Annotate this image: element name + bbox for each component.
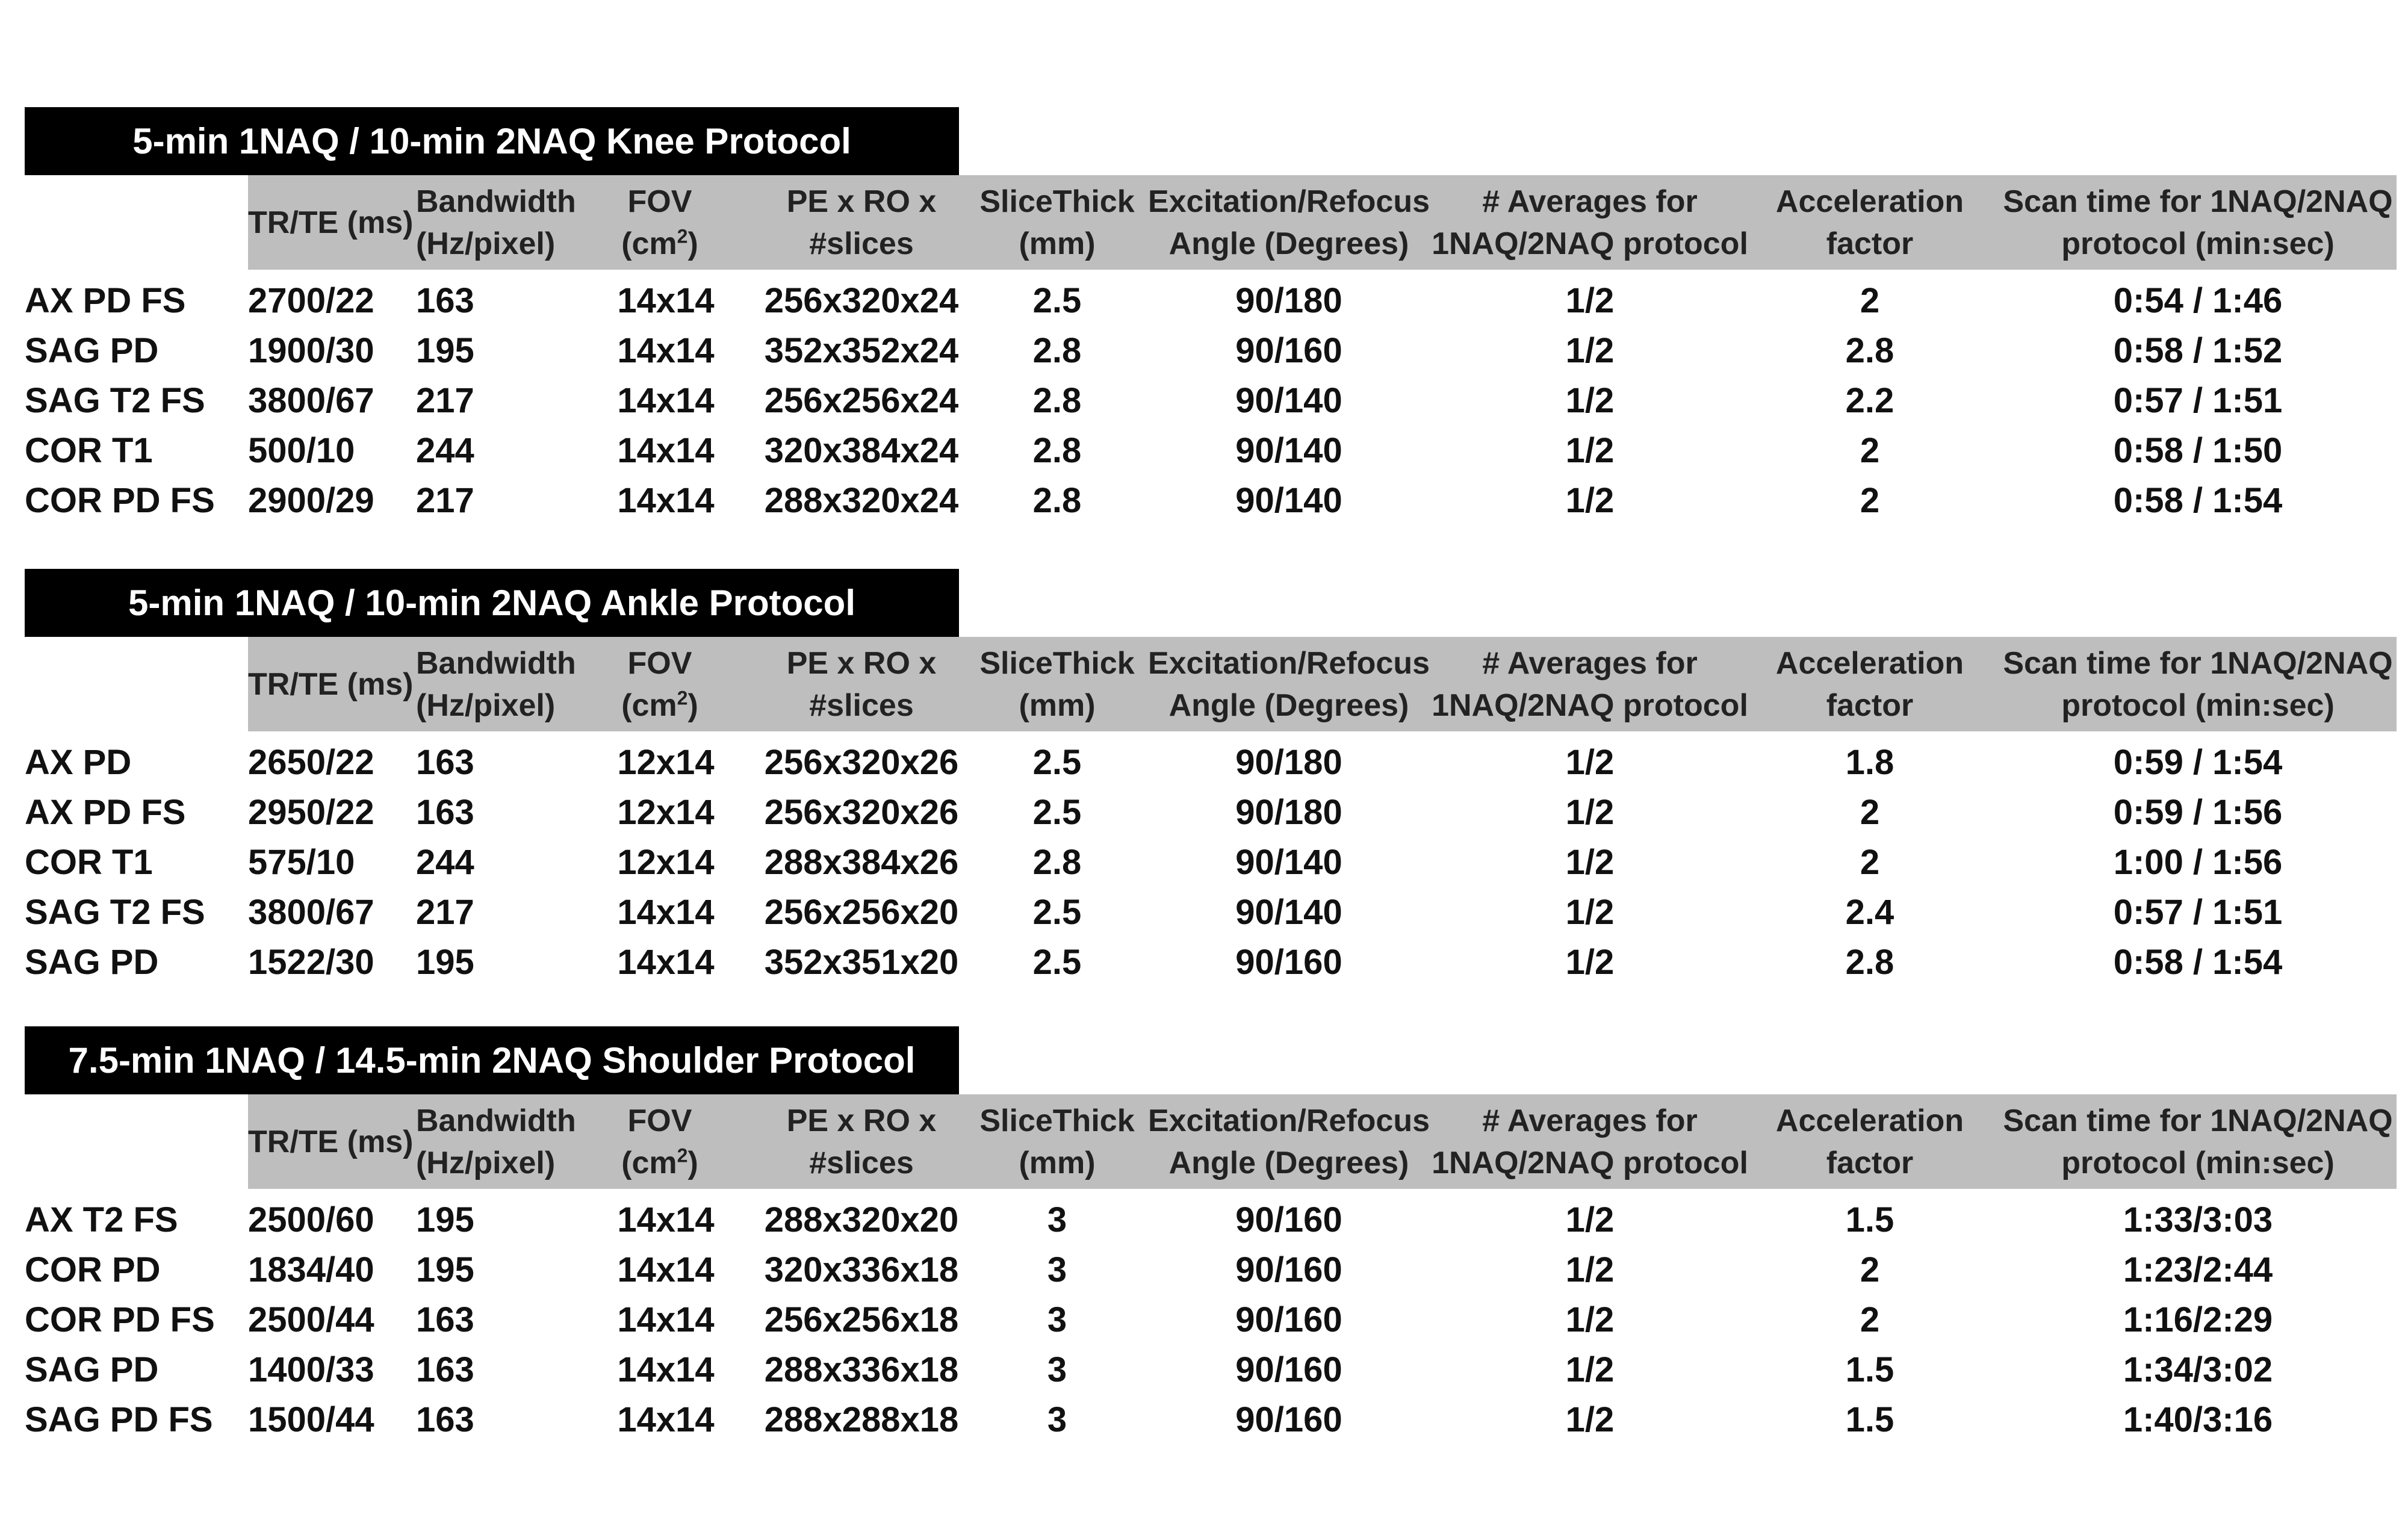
header-line: factor bbox=[1826, 687, 1914, 723]
column-header-trte bbox=[248, 1094, 423, 1189]
column-header-exc bbox=[1129, 637, 1448, 731]
cell-sequence: SAG PD bbox=[25, 331, 159, 370]
header-line: Bandwidth bbox=[416, 1103, 576, 1138]
cell-acceleration-factor: 2 bbox=[1860, 481, 1880, 520]
column-header-exc bbox=[1129, 175, 1448, 270]
cell-bandwidth: 163 bbox=[416, 281, 474, 320]
cell-bandwidth: 163 bbox=[416, 743, 474, 782]
cell-bandwidth: 217 bbox=[416, 381, 474, 420]
cell-acceleration-factor: 2 bbox=[1860, 793, 1880, 832]
cell-sequence: SAG T2 FS bbox=[25, 893, 205, 932]
column-header-fov bbox=[585, 1094, 735, 1189]
cell-scan-time: 0:59 / 1:54 bbox=[2113, 743, 2283, 782]
cell-bandwidth: 195 bbox=[416, 331, 474, 370]
cell-sequence: COR T1 bbox=[25, 843, 153, 882]
cell-scan-time: 0:58 / 1:54 bbox=[2113, 481, 2283, 520]
header-line: FOV bbox=[627, 645, 692, 681]
cell-tr-te: 1500/44 bbox=[248, 1400, 374, 1439]
column-header-slice bbox=[970, 175, 1144, 270]
cell-excitation-refocus-angle: 90/140 bbox=[1235, 431, 1342, 470]
cell-scan-time: 1:33/3:03 bbox=[2123, 1200, 2273, 1239]
cell-excitation-refocus-angle: 90/160 bbox=[1235, 1200, 1342, 1239]
cell-excitation-refocus-angle: 90/140 bbox=[1235, 381, 1342, 420]
cell-acceleration-factor: 2 bbox=[1860, 431, 1880, 470]
header-line: # Averages for bbox=[1482, 184, 1698, 219]
header-line: SliceThick bbox=[979, 1103, 1135, 1138]
cell-averages: 1/2 bbox=[1565, 431, 1615, 470]
cell-pe-ro-slices: 288x288x18 bbox=[764, 1400, 959, 1439]
header-unit: (cm bbox=[621, 687, 677, 723]
cell-tr-te: 1834/40 bbox=[248, 1250, 374, 1289]
cell-fov: 14x14 bbox=[617, 1250, 715, 1289]
header-line: # Averages for bbox=[1482, 1103, 1698, 1138]
cell-sequence: COR T1 bbox=[25, 431, 153, 470]
table-body bbox=[25, 276, 2397, 526]
cell-slice-thickness: 2.5 bbox=[1032, 281, 1082, 320]
cell-fov: 14x14 bbox=[617, 943, 715, 982]
cell-fov: 14x14 bbox=[617, 331, 715, 370]
header-unit-close: ) bbox=[687, 1145, 698, 1180]
column-header-slice bbox=[970, 637, 1144, 731]
table-row bbox=[25, 1295, 2397, 1345]
header-line: protocol (min:sec) bbox=[2061, 1145, 2335, 1180]
cell-averages: 1/2 bbox=[1565, 1300, 1615, 1339]
cell-excitation-refocus-angle: 90/140 bbox=[1235, 893, 1342, 932]
header-line: Angle (Degrees) bbox=[1168, 687, 1409, 723]
header-superscript: 2 bbox=[677, 687, 688, 709]
header-line: (Hz/pixel) bbox=[416, 226, 556, 261]
cell-scan-time: 0:58 / 1:50 bbox=[2113, 431, 2283, 470]
cell-slice-thickness: 2.8 bbox=[1032, 381, 1082, 420]
header-line: factor bbox=[1826, 226, 1914, 261]
table-row bbox=[25, 376, 2397, 426]
header-line: SliceThick bbox=[979, 184, 1135, 219]
header-line: (mm) bbox=[1019, 1145, 1096, 1180]
column-header-slice bbox=[970, 1094, 1144, 1189]
cell-pe-ro-slices: 256x320x26 bbox=[764, 743, 959, 782]
cell-tr-te: 1522/30 bbox=[248, 943, 374, 982]
cell-excitation-refocus-angle: 90/140 bbox=[1235, 481, 1342, 520]
column-header-bw bbox=[416, 1094, 597, 1189]
cell-acceleration-factor: 2.4 bbox=[1845, 893, 1894, 932]
cell-pe-ro-slices: 288x336x18 bbox=[764, 1350, 959, 1389]
header-line: TR/TE (ms) bbox=[248, 1124, 414, 1159]
cell-fov: 12x14 bbox=[617, 793, 715, 832]
cell-acceleration-factor: 2.8 bbox=[1845, 331, 1894, 370]
cell-bandwidth: 163 bbox=[416, 1350, 474, 1389]
cell-bandwidth: 217 bbox=[416, 481, 474, 520]
table-row bbox=[25, 787, 2397, 837]
section-title: 7.5-min 1NAQ / 14.5-min 2NAQ Shoulder Protocol bbox=[25, 1026, 959, 1094]
column-header-trte bbox=[248, 637, 423, 731]
header-line: 1NAQ/2NAQ protocol bbox=[1432, 1145, 1748, 1180]
header-line: (Hz/pixel) bbox=[416, 1145, 556, 1180]
cell-averages: 1/2 bbox=[1565, 1400, 1615, 1439]
cell-tr-te: 3800/67 bbox=[248, 381, 374, 420]
cell-pe-ro-slices: 288x320x20 bbox=[764, 1200, 959, 1239]
cell-slice-thickness: 2.8 bbox=[1032, 481, 1082, 520]
header-unit: (cm bbox=[621, 226, 677, 261]
cell-acceleration-factor: 1.5 bbox=[1845, 1400, 1894, 1439]
table-row bbox=[25, 937, 2397, 987]
cell-fov: 14x14 bbox=[617, 1350, 715, 1389]
cell-pe-ro-slices: 320x384x24 bbox=[764, 431, 959, 470]
cell-slice-thickness: 2.5 bbox=[1032, 943, 1082, 982]
header-line bbox=[585, 1142, 735, 1184]
cell-bandwidth: 217 bbox=[416, 893, 474, 932]
header-superscript: 2 bbox=[677, 1144, 688, 1167]
table-row bbox=[25, 476, 2397, 526]
cell-tr-te: 2500/44 bbox=[248, 1300, 374, 1339]
cell-scan-time: 1:00 / 1:56 bbox=[2113, 843, 2283, 882]
table-row bbox=[25, 1345, 2397, 1395]
cell-slice-thickness: 2.5 bbox=[1032, 793, 1082, 832]
column-header-trte bbox=[248, 175, 423, 270]
column-header-pe bbox=[735, 175, 988, 270]
header-line: Bandwidth bbox=[416, 184, 576, 219]
header-line: Excitation/Refocus bbox=[1147, 645, 1430, 681]
cell-fov: 14x14 bbox=[617, 381, 715, 420]
cell-scan-time: 0:58 / 1:52 bbox=[2113, 331, 2283, 370]
cell-scan-time: 0:59 / 1:56 bbox=[2113, 793, 2283, 832]
cell-bandwidth: 244 bbox=[416, 843, 474, 882]
cell-pe-ro-slices: 288x320x24 bbox=[764, 481, 959, 520]
cell-sequence: SAG PD bbox=[25, 1350, 159, 1389]
column-header-scan bbox=[1951, 637, 2408, 731]
column-header-pe bbox=[735, 1094, 988, 1189]
header-line: FOV bbox=[627, 1103, 692, 1138]
cell-sequence: AX PD bbox=[25, 743, 132, 782]
column-header-exc bbox=[1129, 1094, 1448, 1189]
table-row bbox=[25, 326, 2397, 376]
cell-averages: 1/2 bbox=[1565, 1200, 1615, 1239]
header-line: PE x RO x bbox=[786, 184, 937, 219]
cell-tr-te: 2500/60 bbox=[248, 1200, 374, 1239]
column-header-avg bbox=[1412, 1094, 1767, 1189]
cell-acceleration-factor: 2 bbox=[1860, 281, 1880, 320]
cell-averages: 1/2 bbox=[1565, 481, 1615, 520]
header-unit-close: ) bbox=[687, 226, 698, 261]
cell-averages: 1/2 bbox=[1565, 893, 1615, 932]
cell-averages: 1/2 bbox=[1565, 943, 1615, 982]
column-header-fov bbox=[585, 175, 735, 270]
header-line: #slices bbox=[809, 1145, 914, 1180]
header-line: Acceleration bbox=[1775, 1103, 1964, 1138]
cell-excitation-refocus-angle: 90/160 bbox=[1235, 1300, 1342, 1339]
table-row bbox=[25, 276, 2397, 326]
cell-tr-te: 2950/22 bbox=[248, 793, 374, 832]
cell-fov: 14x14 bbox=[617, 481, 715, 520]
cell-scan-time: 0:58 / 1:54 bbox=[2113, 943, 2283, 982]
protocol-section bbox=[25, 107, 2397, 529]
cell-bandwidth: 195 bbox=[416, 943, 474, 982]
cell-averages: 1/2 bbox=[1565, 1250, 1615, 1289]
cell-excitation-refocus-angle: 90/180 bbox=[1235, 793, 1342, 832]
header-line: # Averages for bbox=[1482, 645, 1698, 681]
header-line: TR/TE (ms) bbox=[248, 666, 414, 702]
cell-averages: 1/2 bbox=[1565, 1350, 1615, 1389]
cell-tr-te: 1900/30 bbox=[248, 331, 374, 370]
table-body bbox=[25, 1195, 2397, 1445]
header-superscript: 2 bbox=[677, 225, 688, 247]
cell-slice-thickness: 3 bbox=[1047, 1200, 1067, 1239]
cell-sequence: COR PD bbox=[25, 1250, 161, 1289]
cell-acceleration-factor: 2.8 bbox=[1845, 943, 1894, 982]
section-title: 5-min 1NAQ / 10-min 2NAQ Ankle Protocol bbox=[25, 569, 959, 637]
header-line: PE x RO x bbox=[786, 645, 937, 681]
cell-sequence: SAG PD FS bbox=[25, 1400, 213, 1439]
cell-pe-ro-slices: 320x336x18 bbox=[764, 1250, 959, 1289]
header-line: #slices bbox=[809, 226, 914, 261]
cell-tr-te: 575/10 bbox=[248, 843, 355, 882]
cell-fov: 12x14 bbox=[617, 743, 715, 782]
column-header-scan bbox=[1951, 175, 2408, 270]
cell-scan-time: 1:34/3:02 bbox=[2123, 1350, 2273, 1389]
cell-acceleration-factor: 2 bbox=[1860, 843, 1880, 882]
header-line: 1NAQ/2NAQ protocol bbox=[1432, 687, 1748, 723]
cell-pe-ro-slices: 288x384x26 bbox=[764, 843, 959, 882]
cell-fov: 12x14 bbox=[617, 843, 715, 882]
cell-acceleration-factor: 2.2 bbox=[1845, 381, 1894, 420]
column-header-avg bbox=[1412, 637, 1767, 731]
cell-pe-ro-slices: 256x256x18 bbox=[764, 1300, 959, 1339]
column-header-pe bbox=[735, 637, 988, 731]
header-line: protocol (min:sec) bbox=[2061, 687, 2335, 723]
cell-averages: 1/2 bbox=[1565, 281, 1615, 320]
cell-scan-time: 0:57 / 1:51 bbox=[2113, 893, 2283, 932]
cell-scan-time: 1:40/3:16 bbox=[2123, 1400, 2273, 1439]
cell-excitation-refocus-angle: 90/180 bbox=[1235, 281, 1342, 320]
cell-acceleration-factor: 1.5 bbox=[1845, 1200, 1894, 1239]
cell-tr-te: 1400/33 bbox=[248, 1350, 374, 1389]
header-line: (Hz/pixel) bbox=[416, 687, 556, 723]
header-line: #slices bbox=[809, 687, 914, 723]
cell-excitation-refocus-angle: 90/160 bbox=[1235, 943, 1342, 982]
header-line: PE x RO x bbox=[786, 1103, 937, 1138]
protocol-section bbox=[25, 569, 2397, 990]
column-header-avg bbox=[1412, 175, 1767, 270]
cell-tr-te: 3800/67 bbox=[248, 893, 374, 932]
cell-averages: 1/2 bbox=[1565, 743, 1615, 782]
header-line bbox=[585, 223, 735, 265]
header-line bbox=[585, 684, 735, 727]
header-line: 1NAQ/2NAQ protocol bbox=[1432, 226, 1748, 261]
header-line: Scan time for 1NAQ/2NAQ bbox=[2003, 184, 2393, 219]
cell-fov: 14x14 bbox=[617, 1300, 715, 1339]
cell-slice-thickness: 3 bbox=[1047, 1400, 1067, 1439]
cell-acceleration-factor: 1.5 bbox=[1845, 1350, 1894, 1389]
cell-slice-thickness: 2.8 bbox=[1032, 431, 1082, 470]
cell-pe-ro-slices: 352x351x20 bbox=[764, 943, 959, 982]
cell-acceleration-factor: 1.8 bbox=[1845, 743, 1894, 782]
table-row bbox=[25, 1245, 2397, 1295]
cell-acceleration-factor: 2 bbox=[1860, 1300, 1880, 1339]
header-line: factor bbox=[1826, 1145, 1914, 1180]
header-line: Scan time for 1NAQ/2NAQ bbox=[2003, 645, 2393, 681]
header-line: Angle (Degrees) bbox=[1168, 1145, 1409, 1180]
cell-bandwidth: 195 bbox=[416, 1250, 474, 1289]
column-header-bw bbox=[416, 175, 597, 270]
header-line: Bandwidth bbox=[416, 645, 576, 681]
cell-slice-thickness: 3 bbox=[1047, 1300, 1067, 1339]
column-header-bw bbox=[416, 637, 597, 731]
cell-sequence: COR PD FS bbox=[25, 1300, 215, 1339]
header-line: Acceleration bbox=[1775, 184, 1964, 219]
table-body bbox=[25, 737, 2397, 987]
header-line: Scan time for 1NAQ/2NAQ bbox=[2003, 1103, 2393, 1138]
cell-tr-te: 2700/22 bbox=[248, 281, 374, 320]
cell-pe-ro-slices: 256x320x24 bbox=[764, 281, 959, 320]
cell-sequence: AX PD FS bbox=[25, 281, 186, 320]
cell-slice-thickness: 2.8 bbox=[1032, 331, 1082, 370]
cell-sequence: SAG PD bbox=[25, 943, 159, 982]
column-header-fov bbox=[585, 637, 735, 731]
cell-scan-time: 0:57 / 1:51 bbox=[2113, 381, 2283, 420]
cell-excitation-refocus-angle: 90/160 bbox=[1235, 1400, 1342, 1439]
cell-slice-thickness: 2.5 bbox=[1032, 893, 1082, 932]
header-line: Excitation/Refocus bbox=[1147, 184, 1430, 219]
header-line: protocol (min:sec) bbox=[2061, 226, 2335, 261]
cell-acceleration-factor: 2 bbox=[1860, 1250, 1880, 1289]
cell-excitation-refocus-angle: 90/140 bbox=[1235, 843, 1342, 882]
header-unit-close: ) bbox=[687, 687, 698, 723]
section-title: 5-min 1NAQ / 10-min 2NAQ Knee Protocol bbox=[25, 107, 959, 175]
cell-excitation-refocus-angle: 90/160 bbox=[1235, 331, 1342, 370]
header-line: Acceleration bbox=[1775, 645, 1964, 681]
cell-averages: 1/2 bbox=[1565, 793, 1615, 832]
header-line: (mm) bbox=[1019, 226, 1096, 261]
table-row bbox=[25, 887, 2397, 937]
cell-scan-time: 0:54 / 1:46 bbox=[2113, 281, 2283, 320]
header-unit: (cm bbox=[621, 1145, 677, 1180]
cell-tr-te: 2650/22 bbox=[248, 743, 374, 782]
cell-averages: 1/2 bbox=[1565, 381, 1615, 420]
cell-pe-ro-slices: 256x256x24 bbox=[764, 381, 959, 420]
table-row bbox=[25, 837, 2397, 887]
cell-slice-thickness: 2.8 bbox=[1032, 843, 1082, 882]
cell-scan-time: 1:23/2:44 bbox=[2123, 1250, 2273, 1289]
cell-pe-ro-slices: 256x256x20 bbox=[764, 893, 959, 932]
cell-averages: 1/2 bbox=[1565, 331, 1615, 370]
cell-slice-thickness: 2.5 bbox=[1032, 743, 1082, 782]
cell-bandwidth: 195 bbox=[416, 1200, 474, 1239]
cell-bandwidth: 244 bbox=[416, 431, 474, 470]
table-row bbox=[25, 1395, 2397, 1445]
cell-sequence: SAG T2 FS bbox=[25, 381, 205, 420]
table-row bbox=[25, 426, 2397, 476]
header-line: SliceThick bbox=[979, 645, 1135, 681]
cell-fov: 14x14 bbox=[617, 1200, 715, 1239]
cell-pe-ro-slices: 352x352x24 bbox=[764, 331, 959, 370]
column-header-scan bbox=[1951, 1094, 2408, 1189]
protocol-section bbox=[25, 1026, 2397, 1448]
cell-excitation-refocus-angle: 90/160 bbox=[1235, 1250, 1342, 1289]
header-line: TR/TE (ms) bbox=[248, 205, 414, 240]
cell-sequence: AX T2 FS bbox=[25, 1200, 178, 1239]
header-line: Excitation/Refocus bbox=[1147, 1103, 1430, 1138]
cell-fov: 14x14 bbox=[617, 431, 715, 470]
cell-sequence: COR PD FS bbox=[25, 481, 215, 520]
cell-bandwidth: 163 bbox=[416, 1300, 474, 1339]
cell-bandwidth: 163 bbox=[416, 1400, 474, 1439]
cell-excitation-refocus-angle: 90/180 bbox=[1235, 743, 1342, 782]
table-row bbox=[25, 737, 2397, 787]
cell-pe-ro-slices: 256x320x26 bbox=[764, 793, 959, 832]
header-line: Angle (Degrees) bbox=[1168, 226, 1409, 261]
cell-fov: 14x14 bbox=[617, 893, 715, 932]
cell-bandwidth: 163 bbox=[416, 793, 474, 832]
cell-tr-te: 500/10 bbox=[248, 431, 355, 470]
cell-scan-time: 1:16/2:29 bbox=[2123, 1300, 2273, 1339]
header-line: (mm) bbox=[1019, 687, 1096, 723]
cell-excitation-refocus-angle: 90/160 bbox=[1235, 1350, 1342, 1389]
cell-sequence: AX PD FS bbox=[25, 793, 186, 832]
cell-slice-thickness: 3 bbox=[1047, 1350, 1067, 1389]
cell-averages: 1/2 bbox=[1565, 843, 1615, 882]
cell-slice-thickness: 3 bbox=[1047, 1250, 1067, 1289]
cell-fov: 14x14 bbox=[617, 1400, 715, 1439]
table-row bbox=[25, 1195, 2397, 1245]
cell-fov: 14x14 bbox=[617, 281, 715, 320]
cell-tr-te: 2900/29 bbox=[248, 481, 374, 520]
header-line: FOV bbox=[627, 184, 692, 219]
